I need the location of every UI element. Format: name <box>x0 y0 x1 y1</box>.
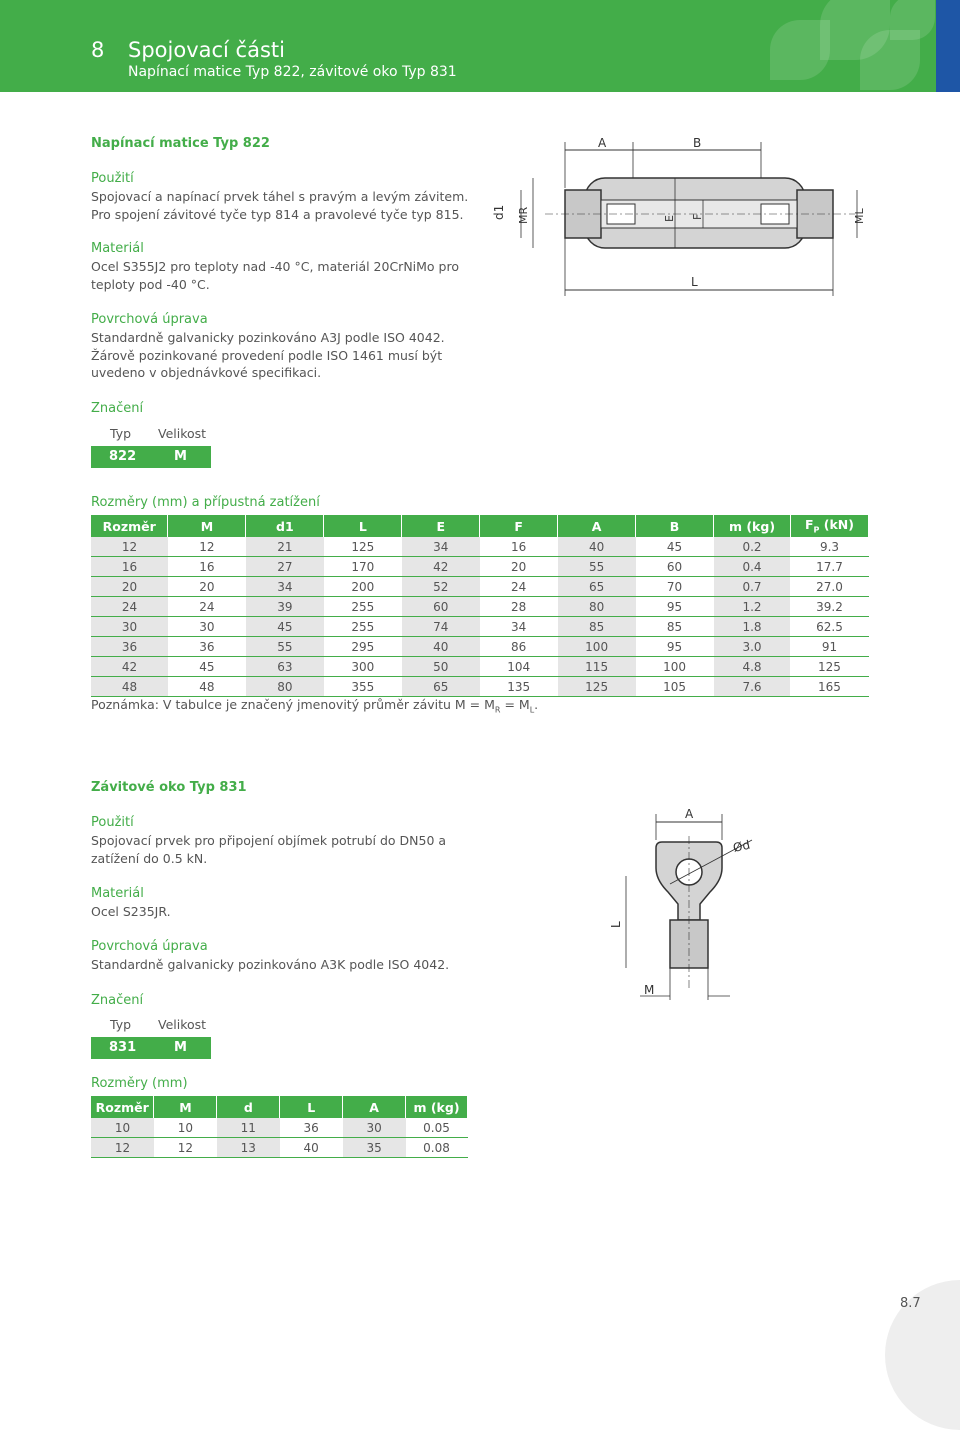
note-text: Poznámka: V tabulce je značený jmenovitý průměr závitu M = M <box>91 697 495 712</box>
page-number: 8.7 <box>900 1296 921 1311</box>
table-cell: 34 <box>246 577 324 597</box>
type-label: Typ <box>110 426 132 441</box>
type-label-2: Typ <box>110 1017 132 1032</box>
table-row <box>91 1118 468 1138</box>
dim-L-831: L <box>609 921 623 928</box>
note-sub-l: L <box>529 705 535 715</box>
section-title-831: Závitové oko Typ 831 <box>91 780 247 795</box>
column-header: E <box>402 515 480 537</box>
table-cell: 40 <box>402 637 480 657</box>
table-cell: 40 <box>558 537 636 557</box>
column-header: d1 <box>246 515 324 537</box>
table-cell: 39 <box>246 597 324 617</box>
column-header: A <box>558 515 636 537</box>
table-cell: 42 <box>402 557 480 577</box>
table-cell: 0.7 <box>714 577 791 597</box>
table-cell: 65 <box>402 677 480 697</box>
table-cell: 1.8 <box>714 617 791 637</box>
note-end: . <box>534 697 539 712</box>
material-label: Materiál <box>91 241 144 256</box>
marking-label-2: Značení <box>91 993 144 1008</box>
dim-A: A <box>598 136 607 150</box>
surface-text: Standardně galvanicky pozinkováno A3J podle ISO 4042. Žárově pozinkované provedení podle ISO 1461 musí být uvedeno v objednávkové specifikaci. <box>91 330 445 380</box>
table-cell: 24 <box>91 597 168 617</box>
table-row <box>91 577 869 597</box>
page-header <box>0 0 936 92</box>
table-cell: 62.5 <box>790 617 868 637</box>
table-cell: 20 <box>91 577 168 597</box>
column-header: F <box>480 515 558 537</box>
table-cell: 12 <box>154 1138 217 1158</box>
table-cell: 20 <box>480 557 558 577</box>
dim-L: L <box>691 275 698 289</box>
table1-title: Rozměry (mm) a přípustná zatížení <box>91 495 320 510</box>
page-title: Spojovací části <box>128 38 285 62</box>
table-cell: 36 <box>91 637 168 657</box>
marking-code: 822 <box>109 449 137 464</box>
table-row <box>91 637 869 657</box>
surface-label-2: Povrchová úprava <box>91 939 208 954</box>
table-row <box>91 557 869 577</box>
size-label: Velikost <box>158 426 207 441</box>
dim-A-831: A <box>685 807 694 821</box>
table-cell: 100 <box>636 657 714 677</box>
table-cell: 74 <box>402 617 480 637</box>
table-cell: 45 <box>636 537 714 557</box>
table-cell: 55 <box>246 637 324 657</box>
marking-label: Značení <box>91 401 144 416</box>
column-header: L <box>324 515 402 537</box>
material-label-2: Materiál <box>91 886 144 901</box>
table-cell: 30 <box>91 617 168 637</box>
table-cell: 16 <box>168 557 246 577</box>
table-cell: 85 <box>636 617 714 637</box>
table-cell: 28 <box>480 597 558 617</box>
table-cell: 1.2 <box>714 597 791 617</box>
chapter-number: 8 <box>91 38 105 62</box>
column-header: B <box>636 515 714 537</box>
column-header: A <box>343 1096 406 1118</box>
table-cell: 295 <box>324 637 402 657</box>
table-cell: 95 <box>636 637 714 657</box>
use-text: Spojovací a napínací prvek táhel s pravým a levým závitem. Pro spojení závitové tyče typ 814 a pravolevé tyče typ 815. <box>91 189 469 222</box>
column-header: Rozměr <box>91 515 168 537</box>
material-text: Ocel S355J2 pro teploty nad -40 °C, materiál 20CrNiMo pro teploty pod -40 °C. <box>91 259 459 292</box>
marking-code-bar <box>91 446 211 468</box>
table-note <box>91 697 538 715</box>
table-cell: 21 <box>246 537 324 557</box>
note-text-2: = M <box>500 697 530 712</box>
fp-unit: (kN) <box>819 517 854 533</box>
table-cell: 0.4 <box>714 557 791 577</box>
table-cell: 27.0 <box>790 577 868 597</box>
table-cell: 16 <box>91 557 168 577</box>
table-cell: 115 <box>558 657 636 677</box>
table-cell: 52 <box>402 577 480 597</box>
table-cell: 30 <box>168 617 246 637</box>
table-cell: 24 <box>480 577 558 597</box>
table-cell: 165 <box>790 677 868 697</box>
table-cell: 10 <box>154 1118 217 1138</box>
table-cell: 100 <box>558 637 636 657</box>
table-cell: 45 <box>168 657 246 677</box>
table-row <box>91 597 869 617</box>
table-cell: 55 <box>558 557 636 577</box>
table-header-row <box>91 1096 468 1118</box>
use-label-2: Použití <box>91 815 134 830</box>
table-row <box>91 537 869 557</box>
table-cell: 4.8 <box>714 657 791 677</box>
table-cell: 135 <box>480 677 558 697</box>
table-row <box>91 657 869 677</box>
use-label: Použití <box>91 171 134 186</box>
table-row <box>91 677 869 697</box>
table-cell: 45 <box>246 617 324 637</box>
table-cell: 125 <box>324 537 402 557</box>
table-cell: 36 <box>280 1118 343 1138</box>
table-cell: 200 <box>324 577 402 597</box>
dimensions-table-822 <box>91 515 869 697</box>
table-cell: 36 <box>168 637 246 657</box>
table-cell: 105 <box>636 677 714 697</box>
table-cell: 7.6 <box>714 677 791 697</box>
table-cell: 0.2 <box>714 537 791 557</box>
table-header-row <box>91 515 869 537</box>
table-cell: 0.08 <box>406 1138 468 1158</box>
fp-main: F <box>805 517 814 533</box>
dim-d1: d1 <box>492 204 506 220</box>
surface-label: Povrchová úprava <box>91 312 208 327</box>
table-cell: 50 <box>402 657 480 677</box>
table-cell: 65 <box>558 577 636 597</box>
table-cell: 39.2 <box>790 597 868 617</box>
table-cell: 60 <box>636 557 714 577</box>
table-cell: 63 <box>246 657 324 677</box>
table-cell: 125 <box>790 657 868 677</box>
table-cell: 3.0 <box>714 637 791 657</box>
dim-ML: ML <box>853 208 866 224</box>
table-cell: 125 <box>558 677 636 697</box>
table-cell: 300 <box>324 657 402 677</box>
dim-E: E <box>663 215 676 222</box>
marking-code-2: 831 <box>109 1040 137 1055</box>
table-cell: 17.7 <box>790 557 868 577</box>
table-cell: 11 <box>217 1118 280 1138</box>
table-cell: 35 <box>343 1138 406 1158</box>
table-cell: 95 <box>636 597 714 617</box>
table-cell: 170 <box>324 557 402 577</box>
table-cell: 12 <box>91 537 168 557</box>
table-cell: 355 <box>324 677 402 697</box>
table-cell: 42 <box>91 657 168 677</box>
table-cell: 30 <box>343 1118 406 1138</box>
table-cell: 9.3 <box>790 537 868 557</box>
table-cell: 16 <box>480 537 558 557</box>
column-header: m (kg) <box>406 1096 468 1118</box>
column-header: Rozměr <box>91 1096 154 1118</box>
column-header-fp <box>790 515 868 537</box>
table-cell: 27 <box>246 557 324 577</box>
note-sub-r: R <box>494 705 501 715</box>
column-header: M <box>154 1096 217 1118</box>
dimensions-table-831 <box>91 1096 468 1158</box>
marking-size: M <box>174 449 187 464</box>
size-label-2: Velikost <box>158 1017 207 1032</box>
table-cell: 12 <box>168 537 246 557</box>
table-cell: 104 <box>480 657 558 677</box>
use-text-2: Spojovací prvek pro připojení objímek potrubí do DN50 a zatížení do 0.5 kN. <box>91 833 447 866</box>
dim-MR: MR <box>517 206 530 224</box>
table-cell: 91 <box>790 637 868 657</box>
material-text-2: Ocel S235JR. <box>91 904 171 919</box>
dim-M-831: M <box>644 983 655 997</box>
table-cell: 86 <box>480 637 558 657</box>
table-cell: 13 <box>217 1138 280 1158</box>
table-cell: 48 <box>168 677 246 697</box>
dim-d-831: Ød <box>731 837 752 855</box>
turnbuckle-drawing <box>485 128 875 298</box>
table-cell: 34 <box>402 537 480 557</box>
table-cell: 20 <box>168 577 246 597</box>
table-cell: 85 <box>558 617 636 637</box>
column-header: d <box>217 1096 280 1118</box>
table-cell: 0.05 <box>406 1118 468 1138</box>
table-cell: 40 <box>280 1138 343 1158</box>
table-row <box>91 1138 468 1158</box>
table-cell: 70 <box>636 577 714 597</box>
table-cell: 80 <box>246 677 324 697</box>
eye-nut-drawing <box>600 800 780 1010</box>
surface-text-2: Standardně galvanicky pozinkováno A3K podle ISO 4042. <box>91 957 450 972</box>
table2-title: Rozměry (mm) <box>91 1076 188 1091</box>
table-row <box>91 617 869 637</box>
table-cell: 12 <box>91 1138 154 1158</box>
section-title-822: Napínací matice Typ 822 <box>91 136 270 151</box>
column-header: L <box>280 1096 343 1118</box>
table-cell: 48 <box>91 677 168 697</box>
leaf-decoration <box>890 0 935 40</box>
dim-B: B <box>693 136 702 150</box>
column-header: M <box>168 515 246 537</box>
corner-decoration <box>885 1280 960 1430</box>
column-header: m (kg) <box>714 515 791 537</box>
table-cell: 255 <box>324 597 402 617</box>
table-cell: 80 <box>558 597 636 617</box>
table-cell: 10 <box>91 1118 154 1138</box>
marking-code-bar-2 <box>91 1037 211 1059</box>
table-cell: 34 <box>480 617 558 637</box>
page-subtitle: Napínací matice Typ 822, závitové oko Typ 831 <box>128 64 457 80</box>
table-cell: 24 <box>168 597 246 617</box>
table-cell: 60 <box>402 597 480 617</box>
table-cell: 255 <box>324 617 402 637</box>
fp-sub: P <box>813 525 820 535</box>
blue-side-stripe <box>936 0 960 92</box>
dim-F: F <box>691 213 704 220</box>
marking-size-2: M <box>174 1040 187 1055</box>
